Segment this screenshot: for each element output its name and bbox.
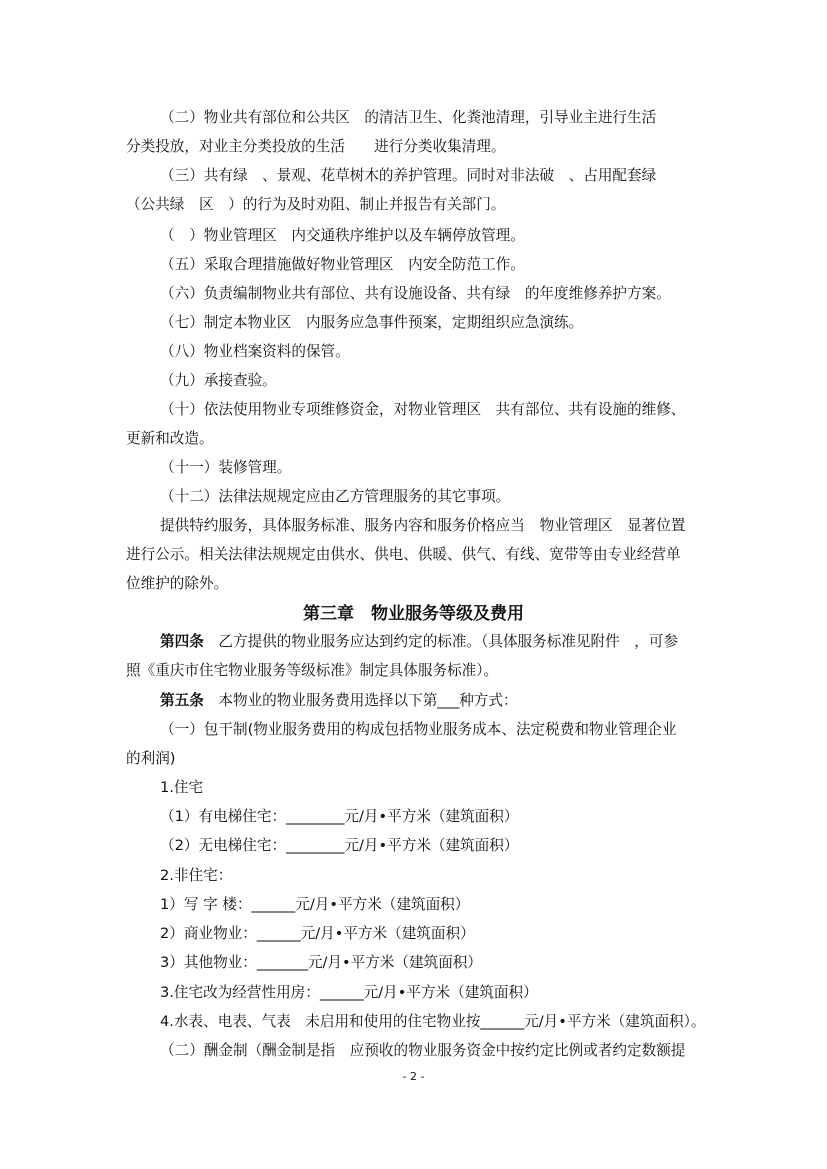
duty-item-3-continued: （公共绿 区 ）的行为及时劝阻、制止并报告有关部门。: [126, 196, 506, 213]
special-service-line-1: 提供特约服务，具体服务标准、服务内容和服务价格应当 物业管理区 显著位置: [160, 517, 686, 534]
lump-sum-line-2: 的利润): [126, 750, 176, 767]
duty-item-2: （二）物业共有部位和公共区 的清洁卫生、化粪池清理，引导业主进行生活: [160, 109, 657, 126]
lump-sum-line-1: （一）包干制(物业服务费用的构成包括物业服务成本、法定税费和物业管理企业: [160, 721, 677, 738]
duty-item-4: （ ）物业管理区 内交通秩序维护以及车辆停放管理。: [160, 227, 525, 244]
chapter-3-title: 第三章 物业服务等级及费用: [303, 604, 524, 624]
unused-property-fee: 4.水表、电表、气表 未启用和使用的住宅物业按______元/月•平方米（建筑面积）。: [160, 1013, 706, 1030]
article-4-continued: 照《重庆市住宅物业服务等级标准》制定具体服务标准）。: [126, 662, 499, 679]
duty-item-6: （六）负责编制物业共有部位、共有设施设备、共有绿 的年度维修养护方案。: [160, 285, 671, 302]
duty-item-11: （十一）装修管理。: [160, 459, 292, 476]
commercial-fee: 2）商业物业：______元/月•平方米（建筑面积）: [160, 925, 475, 942]
duty-item-9: （九）承接查验。: [160, 372, 277, 389]
duty-item-5: （五）采取合理措施做好物业管理区 内安全防范工作。: [160, 256, 525, 273]
other-property-fee: 3）其他物业：_______元/月•平方米（建筑面积）: [160, 954, 482, 971]
article-4-text: 乙方提供的物业服务应达到约定的标准。（具体服务标准见附件 ，可参: [203, 633, 679, 650]
page-number: - 2 -: [402, 1070, 425, 1083]
duty-item-2-continued: 分类投放，对业主分类投放的生活 进行分类收集清理。: [126, 138, 506, 155]
article-5-label: 第五条: [160, 692, 204, 709]
commission-system: （二）酬金制（酬金制是指 应预收的物业服务资金中按约定比例或者约定数额提: [160, 1042, 686, 1059]
duty-item-10: （十）依法使用物业专项维修资金，对物业管理区 共有部位、共有设施的维修、: [160, 401, 686, 418]
residential-heading: 1.住宅: [160, 779, 204, 796]
office-fee: 1）写 字 楼：______元/月•平方米（建筑面积）: [160, 896, 470, 913]
duty-item-7: （七）制定本物业区 内服务应急事件预案，定期组织应急演练。: [160, 314, 584, 331]
duty-item-12: （十二）法律法规规定应由乙方管理服务的其它事项。: [160, 488, 511, 505]
duty-item-10-continued: 更新和改造。: [126, 430, 214, 447]
duty-item-8: （八）物业档案资料的保管。: [160, 343, 350, 360]
special-service-line-2: 进行公示。相关法律法规规定由供水、供电、供暖、供气、有线、宽带等由专业经营单: [126, 546, 681, 563]
residential-elevator-fee: （1）有电梯住宅：________元/月•平方米（建筑面积）: [160, 808, 519, 825]
converted-residential-fee: 3.住宅改为经营性用房：______元/月•平方米（建筑面积）: [160, 984, 538, 1001]
special-service-line-3: 位维护的除外。: [126, 575, 229, 592]
article-5: [160, 691, 518, 711]
article-5-text: 本物业的物业服务费用选择以下第___种方式：: [203, 692, 518, 709]
non-residential-heading: 2.非住宅：: [160, 867, 233, 884]
duty-item-3: （三）共有绿 、景观、花草树木的养护管理。同时对非法破 、占用配套绿: [160, 167, 657, 184]
article-4-label: 第四条: [160, 633, 204, 650]
residential-no-elevator-fee: （2）无电梯住宅：________元/月•平方米（建筑面积）: [160, 837, 519, 854]
article-4: [160, 632, 678, 652]
